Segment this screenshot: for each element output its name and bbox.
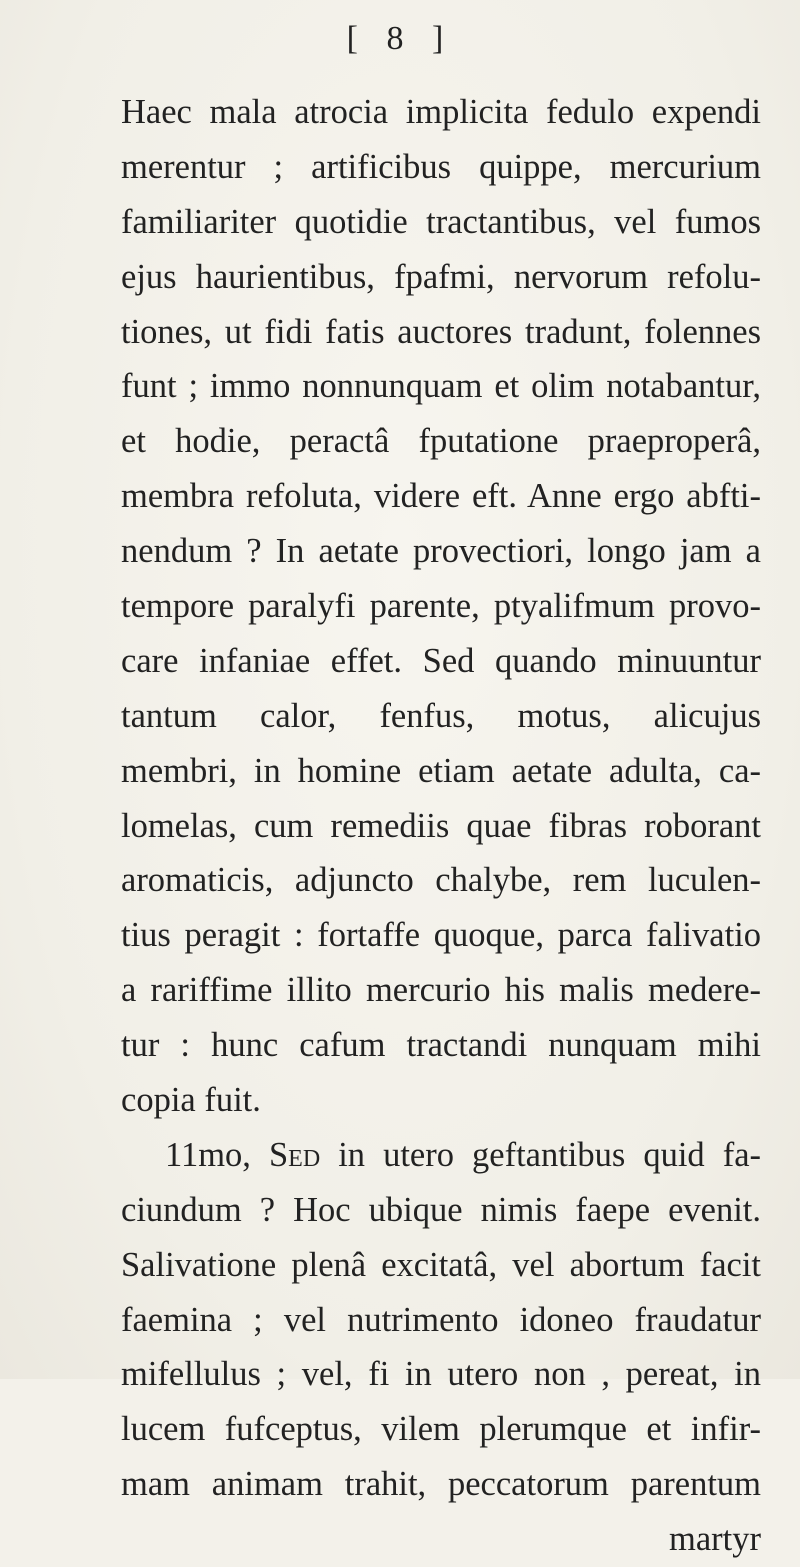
section-number: 11mo, <box>165 1135 251 1174</box>
text-line: nendum ? In aetate provectiori, longo jam a <box>121 532 761 571</box>
catchword: martyr <box>669 1520 761 1559</box>
section-lead-word: Sed <box>268 1135 321 1174</box>
text-line: funt ; immo nonnunquam et olim notabantur, <box>121 367 761 406</box>
text-line: mifellulus ; vel, fi in utero non , pereat, in <box>121 1355 761 1394</box>
section-heading-line <box>121 1128 761 1183</box>
text-line: familiariter quotidie tractantibus, vel fumos <box>121 202 761 241</box>
text-line: lucem fufceptus, vilem plerumque et infir- <box>121 1410 761 1449</box>
text-line: Haec mala atrocia implicita fedulo expendi <box>121 93 761 131</box>
page-number: [ 8 ] <box>346 20 454 57</box>
text-line: faemina ; vel nutrimento idoneo fraudatur <box>121 1300 761 1339</box>
text-line: tantum calor, fenfus, motus, alicujus <box>121 696 761 735</box>
text-line: care infaniae effet. Sed quando minuuntur <box>121 641 761 680</box>
text-line: Salivatione plenâ excitatâ, vel abortum facit <box>121 1245 761 1284</box>
text-line: ejus haurientibus, fpafmi, nervorum refolu- <box>121 257 761 296</box>
text-line: tempore paralyfi parente, ptyalifmum provo- <box>121 587 761 626</box>
text-line: et hodie, peractâ fputatione praeproperâ, <box>121 422 761 461</box>
text-line: aromaticis, adjuncto chalybe, rem luculen- <box>121 861 761 900</box>
text-line: tius peragit : fortaffe quoque, parca falivatio <box>121 916 761 955</box>
text-line: lomelas, cum remediis quae fibras roborant <box>121 806 761 845</box>
text-line: tur : hunc cafum tractandi nunquam mihi <box>121 1026 761 1065</box>
text-line: merentur ; artificibus quippe, mercurium <box>121 147 761 186</box>
paragraph-end-line: copia fuit. <box>121 1081 261 1120</box>
text-line: membri, in homine etiam aetate adulta, ca- <box>121 751 761 790</box>
text-line: mam animam trahit, peccatorum parentum <box>121 1465 761 1504</box>
text-line: ciundum ? Hoc ubique nimis faepe evenit. <box>121 1190 761 1229</box>
text-line: membra refoluta, videre eft. Anne ergo abfti- <box>121 477 761 516</box>
text-line: a rariffime illito mercurio his malis medere- <box>121 971 761 1010</box>
text-line: tiones, ut fidi fatis auctores tradunt, folennes <box>121 312 761 351</box>
section-first-line-rest: in utero geftantibus quid fa- <box>338 1135 762 1174</box>
body-text <box>121 85 761 1567</box>
